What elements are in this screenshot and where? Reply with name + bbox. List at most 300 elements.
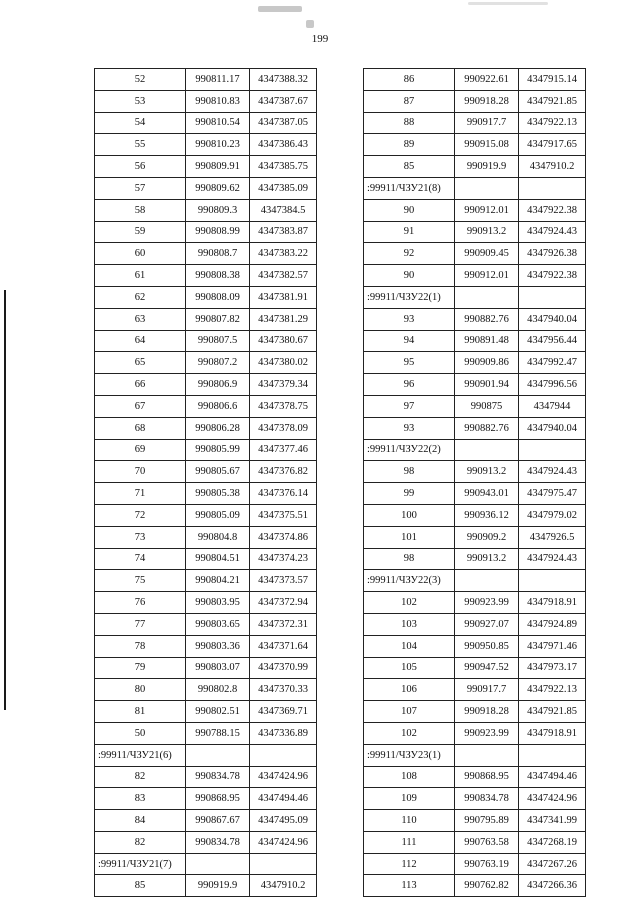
y-coordinate-cell: 4347915.14 xyxy=(519,69,586,91)
point-number-cell: 70 xyxy=(95,461,186,483)
y-coordinate-cell: 4347378.75 xyxy=(250,395,317,417)
y-coordinate-cell: 4347424.96 xyxy=(250,831,317,853)
table-row xyxy=(95,526,317,548)
y-coordinate-cell: 4347926.38 xyxy=(519,243,586,265)
table-row xyxy=(95,570,317,592)
x-coordinate-cell: 990811.17 xyxy=(186,69,250,91)
section-label: :99911/ЧЗУ21(7) xyxy=(95,853,186,875)
table-row xyxy=(95,810,317,832)
y-coordinate-cell: 4347996.56 xyxy=(519,374,586,396)
y-coordinate-cell: 4347377.46 xyxy=(250,439,317,461)
y-coordinate-cell: 4347381.29 xyxy=(250,308,317,330)
x-coordinate-cell: 990804.21 xyxy=(186,570,250,592)
x-coordinate-cell: 990909.45 xyxy=(455,243,519,265)
x-coordinate-cell: 990806.6 xyxy=(186,395,250,417)
y-coordinate-cell: 4347495.09 xyxy=(250,810,317,832)
point-number-cell: 84 xyxy=(95,810,186,832)
y-coordinate-cell: 4347973.17 xyxy=(519,657,586,679)
x-coordinate-cell: 990808.38 xyxy=(186,265,250,287)
x-coordinate-cell: 990947.52 xyxy=(455,657,519,679)
table-row xyxy=(364,156,586,178)
x-coordinate-cell: 990868.95 xyxy=(455,766,519,788)
table-row xyxy=(95,504,317,526)
point-number-cell: 104 xyxy=(364,635,455,657)
x-coordinate-cell: 990763.58 xyxy=(455,831,519,853)
section-label: :99911/ЧЗУ22(3) xyxy=(364,570,455,592)
table-row xyxy=(95,788,317,810)
point-number-cell: 95 xyxy=(364,352,455,374)
y-coordinate-cell: 4347924.43 xyxy=(519,548,586,570)
y-coordinate-cell: 4347921.85 xyxy=(519,701,586,723)
x-coordinate-cell: 990806.9 xyxy=(186,374,250,396)
empty-cell xyxy=(519,744,586,766)
point-number-cell: 87 xyxy=(364,90,455,112)
x-coordinate-cell: 990763.19 xyxy=(455,853,519,875)
table-row xyxy=(95,374,317,396)
y-coordinate-cell: 4347381.91 xyxy=(250,286,317,308)
empty-cell xyxy=(250,744,317,766)
y-coordinate-cell: 4347385.75 xyxy=(250,156,317,178)
x-coordinate-cell: 990810.83 xyxy=(186,90,250,112)
x-coordinate-cell: 990913.2 xyxy=(455,548,519,570)
table-row xyxy=(95,657,317,679)
point-number-cell: 69 xyxy=(95,439,186,461)
empty-cell xyxy=(455,744,519,766)
y-coordinate-cell: 4347910.2 xyxy=(250,875,317,897)
point-number-cell: 53 xyxy=(95,90,186,112)
table-row xyxy=(364,853,586,875)
x-coordinate-cell: 990805.99 xyxy=(186,439,250,461)
y-coordinate-cell: 4347373.57 xyxy=(250,570,317,592)
y-coordinate-cell: 4347918.91 xyxy=(519,722,586,744)
y-coordinate-cell: 4347369.71 xyxy=(250,701,317,723)
x-coordinate-cell: 990923.99 xyxy=(455,722,519,744)
table-row xyxy=(95,679,317,701)
x-coordinate-cell: 990802.51 xyxy=(186,701,250,723)
y-coordinate-cell: 4347922.13 xyxy=(519,112,586,134)
table-row xyxy=(95,483,317,505)
table-row xyxy=(364,788,586,810)
y-coordinate-cell: 4347375.51 xyxy=(250,504,317,526)
point-number-cell: 68 xyxy=(95,417,186,439)
y-coordinate-cell: 4347388.32 xyxy=(250,69,317,91)
x-coordinate-cell: 990809.91 xyxy=(186,156,250,178)
table-row xyxy=(364,243,586,265)
point-number-cell: 93 xyxy=(364,417,455,439)
table-row xyxy=(364,635,586,657)
x-coordinate-cell: 990912.01 xyxy=(455,199,519,221)
section-label: :99911/ЧЗУ23(1) xyxy=(364,744,455,766)
y-coordinate-cell: 4347924.89 xyxy=(519,613,586,635)
table-row xyxy=(364,134,586,156)
table-row xyxy=(95,635,317,657)
x-coordinate-cell: 990808.7 xyxy=(186,243,250,265)
table-row xyxy=(364,766,586,788)
coordinate-table-right xyxy=(363,68,586,897)
x-coordinate-cell: 990808.09 xyxy=(186,286,250,308)
point-number-cell: 65 xyxy=(95,352,186,374)
point-number-cell: 103 xyxy=(364,613,455,635)
table-row xyxy=(364,679,586,701)
point-number-cell: 110 xyxy=(364,810,455,832)
y-coordinate-cell: 4347372.31 xyxy=(250,613,317,635)
y-coordinate-cell: 4347424.96 xyxy=(250,766,317,788)
x-coordinate-cell: 990922.61 xyxy=(455,69,519,91)
point-number-cell: 108 xyxy=(364,766,455,788)
table-row xyxy=(364,483,586,505)
point-number-cell: 111 xyxy=(364,831,455,853)
table-row xyxy=(364,352,586,374)
y-coordinate-cell: 4347944 xyxy=(519,395,586,417)
section-row xyxy=(364,744,586,766)
x-coordinate-cell: 990805.38 xyxy=(186,483,250,505)
x-coordinate-cell: 990807.82 xyxy=(186,308,250,330)
y-coordinate-cell: 4347341.99 xyxy=(519,810,586,832)
table-row xyxy=(95,156,317,178)
table-row xyxy=(364,526,586,548)
point-number-cell: 64 xyxy=(95,330,186,352)
table-row xyxy=(95,90,317,112)
table-row xyxy=(364,69,586,91)
point-number-cell: 82 xyxy=(95,766,186,788)
table-row xyxy=(364,613,586,635)
x-coordinate-cell: 990834.78 xyxy=(186,831,250,853)
x-coordinate-cell: 990919.9 xyxy=(455,156,519,178)
table-row xyxy=(95,831,317,853)
point-number-cell: 85 xyxy=(95,875,186,897)
table-row xyxy=(95,722,317,744)
point-number-cell: 100 xyxy=(364,504,455,526)
table-row xyxy=(364,831,586,853)
point-number-cell: 74 xyxy=(95,548,186,570)
point-number-cell: 91 xyxy=(364,221,455,243)
table-row xyxy=(364,395,586,417)
section-row xyxy=(364,570,586,592)
x-coordinate-cell: 990810.23 xyxy=(186,134,250,156)
point-number-cell: 72 xyxy=(95,504,186,526)
x-coordinate-cell: 990803.95 xyxy=(186,592,250,614)
section-row xyxy=(95,853,317,875)
point-number-cell: 52 xyxy=(95,69,186,91)
table-row xyxy=(95,548,317,570)
y-coordinate-cell: 4347372.94 xyxy=(250,592,317,614)
y-coordinate-cell: 4347924.43 xyxy=(519,221,586,243)
y-coordinate-cell: 4347383.22 xyxy=(250,243,317,265)
table-row xyxy=(95,308,317,330)
point-number-cell: 50 xyxy=(95,722,186,744)
point-number-cell: 106 xyxy=(364,679,455,701)
point-number-cell: 79 xyxy=(95,657,186,679)
x-coordinate-cell: 990867.67 xyxy=(186,810,250,832)
x-coordinate-cell: 990805.09 xyxy=(186,504,250,526)
coordinate-table-left xyxy=(94,68,317,897)
x-coordinate-cell: 990882.76 xyxy=(455,417,519,439)
x-coordinate-cell: 990795.89 xyxy=(455,810,519,832)
y-coordinate-cell: 4347383.87 xyxy=(250,221,317,243)
x-coordinate-cell: 990875 xyxy=(455,395,519,417)
table-row xyxy=(95,613,317,635)
table-row xyxy=(95,199,317,221)
table-row xyxy=(364,112,586,134)
page-number: 199 xyxy=(311,33,329,45)
table-row xyxy=(364,221,586,243)
table-row xyxy=(95,592,317,614)
y-coordinate-cell: 4347910.2 xyxy=(519,156,586,178)
x-coordinate-cell: 990917.7 xyxy=(455,679,519,701)
point-number-cell: 86 xyxy=(364,69,455,91)
point-number-cell: 113 xyxy=(364,875,455,897)
table-row xyxy=(95,177,317,199)
table-row xyxy=(364,265,586,287)
point-number-cell: 90 xyxy=(364,265,455,287)
table-row xyxy=(364,417,586,439)
point-number-cell: 59 xyxy=(95,221,186,243)
section-row xyxy=(364,177,586,199)
section-label: :99911/ЧЗУ22(2) xyxy=(364,439,455,461)
y-coordinate-cell: 4347424.96 xyxy=(519,788,586,810)
empty-cell xyxy=(519,177,586,199)
point-number-cell: 67 xyxy=(95,395,186,417)
y-coordinate-cell: 4347922.38 xyxy=(519,265,586,287)
empty-cell xyxy=(186,744,250,766)
point-number-cell: 93 xyxy=(364,308,455,330)
x-coordinate-cell: 990806.28 xyxy=(186,417,250,439)
point-number-cell: 98 xyxy=(364,548,455,570)
x-coordinate-cell: 990808.99 xyxy=(186,221,250,243)
x-coordinate-cell: 990882.76 xyxy=(455,308,519,330)
point-number-cell: 82 xyxy=(95,831,186,853)
x-coordinate-cell: 990805.67 xyxy=(186,461,250,483)
empty-cell xyxy=(455,570,519,592)
empty-cell xyxy=(519,439,586,461)
y-coordinate-cell: 4347370.99 xyxy=(250,657,317,679)
y-coordinate-cell: 4347386.43 xyxy=(250,134,317,156)
point-number-cell: 83 xyxy=(95,788,186,810)
empty-cell xyxy=(519,286,586,308)
x-coordinate-cell: 990834.78 xyxy=(455,788,519,810)
y-coordinate-cell: 4347992.47 xyxy=(519,352,586,374)
empty-cell xyxy=(186,853,250,875)
table-row xyxy=(95,352,317,374)
x-coordinate-cell: 990803.07 xyxy=(186,657,250,679)
point-number-cell: 62 xyxy=(95,286,186,308)
x-coordinate-cell: 990918.28 xyxy=(455,701,519,723)
table-row xyxy=(95,701,317,723)
x-coordinate-cell: 990950.85 xyxy=(455,635,519,657)
point-number-cell: 66 xyxy=(95,374,186,396)
table-row xyxy=(364,592,586,614)
section-label: :99911/ЧЗУ22(1) xyxy=(364,286,455,308)
y-coordinate-cell: 4347494.46 xyxy=(519,766,586,788)
x-coordinate-cell: 990913.2 xyxy=(455,461,519,483)
empty-cell xyxy=(250,853,317,875)
y-coordinate-cell: 4347979.02 xyxy=(519,504,586,526)
y-coordinate-cell: 4347336.89 xyxy=(250,722,317,744)
point-number-cell: 102 xyxy=(364,592,455,614)
table-row xyxy=(95,766,317,788)
table-row xyxy=(364,701,586,723)
table-row xyxy=(95,243,317,265)
y-coordinate-cell: 4347374.23 xyxy=(250,548,317,570)
y-coordinate-cell: 4347376.14 xyxy=(250,483,317,505)
table-row xyxy=(364,374,586,396)
point-number-cell: 109 xyxy=(364,788,455,810)
point-number-cell: 112 xyxy=(364,853,455,875)
x-coordinate-cell: 990803.36 xyxy=(186,635,250,657)
point-number-cell: 75 xyxy=(95,570,186,592)
x-coordinate-cell: 990936.12 xyxy=(455,504,519,526)
x-coordinate-cell: 990891.48 xyxy=(455,330,519,352)
x-coordinate-cell: 990927.07 xyxy=(455,613,519,635)
table-row xyxy=(95,134,317,156)
point-number-cell: 56 xyxy=(95,156,186,178)
point-number-cell: 107 xyxy=(364,701,455,723)
point-number-cell: 81 xyxy=(95,701,186,723)
table-row xyxy=(95,69,317,91)
y-coordinate-cell: 4347266.36 xyxy=(519,875,586,897)
point-number-cell: 89 xyxy=(364,134,455,156)
table-row xyxy=(364,90,586,112)
table-row xyxy=(364,504,586,526)
table-row xyxy=(364,308,586,330)
y-coordinate-cell: 4347940.04 xyxy=(519,308,586,330)
x-coordinate-cell: 990917.7 xyxy=(455,112,519,134)
y-coordinate-cell: 4347380.02 xyxy=(250,352,317,374)
point-number-cell: 61 xyxy=(95,265,186,287)
point-number-cell: 77 xyxy=(95,613,186,635)
x-coordinate-cell: 990901.94 xyxy=(455,374,519,396)
point-number-cell: 98 xyxy=(364,461,455,483)
point-number-cell: 54 xyxy=(95,112,186,134)
y-coordinate-cell: 4347387.05 xyxy=(250,112,317,134)
section-label: :99911/ЧЗУ21(8) xyxy=(364,177,455,199)
point-number-cell: 85 xyxy=(364,156,455,178)
x-coordinate-cell: 990804.51 xyxy=(186,548,250,570)
table-row xyxy=(364,548,586,570)
point-number-cell: 73 xyxy=(95,526,186,548)
y-coordinate-cell: 4347956.44 xyxy=(519,330,586,352)
point-number-cell: 58 xyxy=(95,199,186,221)
y-coordinate-cell: 4347385.09 xyxy=(250,177,317,199)
point-number-cell: 55 xyxy=(95,134,186,156)
x-coordinate-cell: 990868.95 xyxy=(186,788,250,810)
y-coordinate-cell: 4347917.65 xyxy=(519,134,586,156)
y-coordinate-cell: 4347380.67 xyxy=(250,330,317,352)
y-coordinate-cell: 4347378.09 xyxy=(250,417,317,439)
scan-artifact-top xyxy=(258,6,302,12)
table-row xyxy=(95,265,317,287)
x-coordinate-cell: 990909.86 xyxy=(455,352,519,374)
y-coordinate-cell: 4347922.13 xyxy=(519,679,586,701)
table-row xyxy=(95,461,317,483)
scan-binding-edge xyxy=(4,290,6,710)
table-row xyxy=(364,810,586,832)
x-coordinate-cell: 990912.01 xyxy=(455,265,519,287)
y-coordinate-cell: 4347387.67 xyxy=(250,90,317,112)
y-coordinate-cell: 4347268.19 xyxy=(519,831,586,853)
table-row xyxy=(95,286,317,308)
table-row xyxy=(364,461,586,483)
x-coordinate-cell: 990809.62 xyxy=(186,177,250,199)
table-row xyxy=(95,875,317,897)
table-row xyxy=(364,657,586,679)
empty-cell xyxy=(455,177,519,199)
y-coordinate-cell: 4347374.86 xyxy=(250,526,317,548)
table-row xyxy=(364,330,586,352)
point-number-cell: 99 xyxy=(364,483,455,505)
table-row xyxy=(364,722,586,744)
y-coordinate-cell: 4347940.04 xyxy=(519,417,586,439)
y-coordinate-cell: 4347379.34 xyxy=(250,374,317,396)
x-coordinate-cell: 990807.2 xyxy=(186,352,250,374)
point-number-cell: 105 xyxy=(364,657,455,679)
y-coordinate-cell: 4347975.47 xyxy=(519,483,586,505)
x-coordinate-cell: 990807.5 xyxy=(186,330,250,352)
x-coordinate-cell: 990810.54 xyxy=(186,112,250,134)
y-coordinate-cell: 4347924.43 xyxy=(519,461,586,483)
point-number-cell: 101 xyxy=(364,526,455,548)
x-coordinate-cell: 990909.2 xyxy=(455,526,519,548)
x-coordinate-cell: 990834.78 xyxy=(186,766,250,788)
point-number-cell: 76 xyxy=(95,592,186,614)
y-coordinate-cell: 4347971.46 xyxy=(519,635,586,657)
x-coordinate-cell: 990919.9 xyxy=(186,875,250,897)
point-number-cell: 96 xyxy=(364,374,455,396)
table-row xyxy=(95,330,317,352)
scan-artifact-top-right xyxy=(468,2,548,5)
section-label: :99911/ЧЗУ21(6) xyxy=(95,744,186,766)
x-coordinate-cell: 990913.2 xyxy=(455,221,519,243)
scan-artifact-mark xyxy=(306,20,314,28)
x-coordinate-cell: 990788.15 xyxy=(186,722,250,744)
y-coordinate-cell: 4347918.91 xyxy=(519,592,586,614)
table-row xyxy=(95,417,317,439)
y-coordinate-cell: 4347376.82 xyxy=(250,461,317,483)
point-number-cell: 90 xyxy=(364,199,455,221)
point-number-cell: 102 xyxy=(364,722,455,744)
x-coordinate-cell: 990802.8 xyxy=(186,679,250,701)
section-row xyxy=(364,439,586,461)
table-row xyxy=(95,395,317,417)
table-row xyxy=(364,199,586,221)
x-coordinate-cell: 990762.82 xyxy=(455,875,519,897)
point-number-cell: 80 xyxy=(95,679,186,701)
point-number-cell: 57 xyxy=(95,177,186,199)
x-coordinate-cell: 990943.01 xyxy=(455,483,519,505)
point-number-cell: 71 xyxy=(95,483,186,505)
section-row xyxy=(364,286,586,308)
section-row xyxy=(95,744,317,766)
empty-cell xyxy=(455,286,519,308)
y-coordinate-cell: 4347384.5 xyxy=(250,199,317,221)
y-coordinate-cell: 4347267.26 xyxy=(519,853,586,875)
point-number-cell: 78 xyxy=(95,635,186,657)
table-row xyxy=(95,221,317,243)
y-coordinate-cell: 4347370.33 xyxy=(250,679,317,701)
point-number-cell: 63 xyxy=(95,308,186,330)
point-number-cell: 94 xyxy=(364,330,455,352)
y-coordinate-cell: 4347371.64 xyxy=(250,635,317,657)
x-coordinate-cell: 990923.99 xyxy=(455,592,519,614)
x-coordinate-cell: 990809.3 xyxy=(186,199,250,221)
y-coordinate-cell: 4347494.46 xyxy=(250,788,317,810)
y-coordinate-cell: 4347921.85 xyxy=(519,90,586,112)
empty-cell xyxy=(519,570,586,592)
table-row xyxy=(364,875,586,897)
x-coordinate-cell: 990803.65 xyxy=(186,613,250,635)
x-coordinate-cell: 990918.28 xyxy=(455,90,519,112)
y-coordinate-cell: 4347926.5 xyxy=(519,526,586,548)
